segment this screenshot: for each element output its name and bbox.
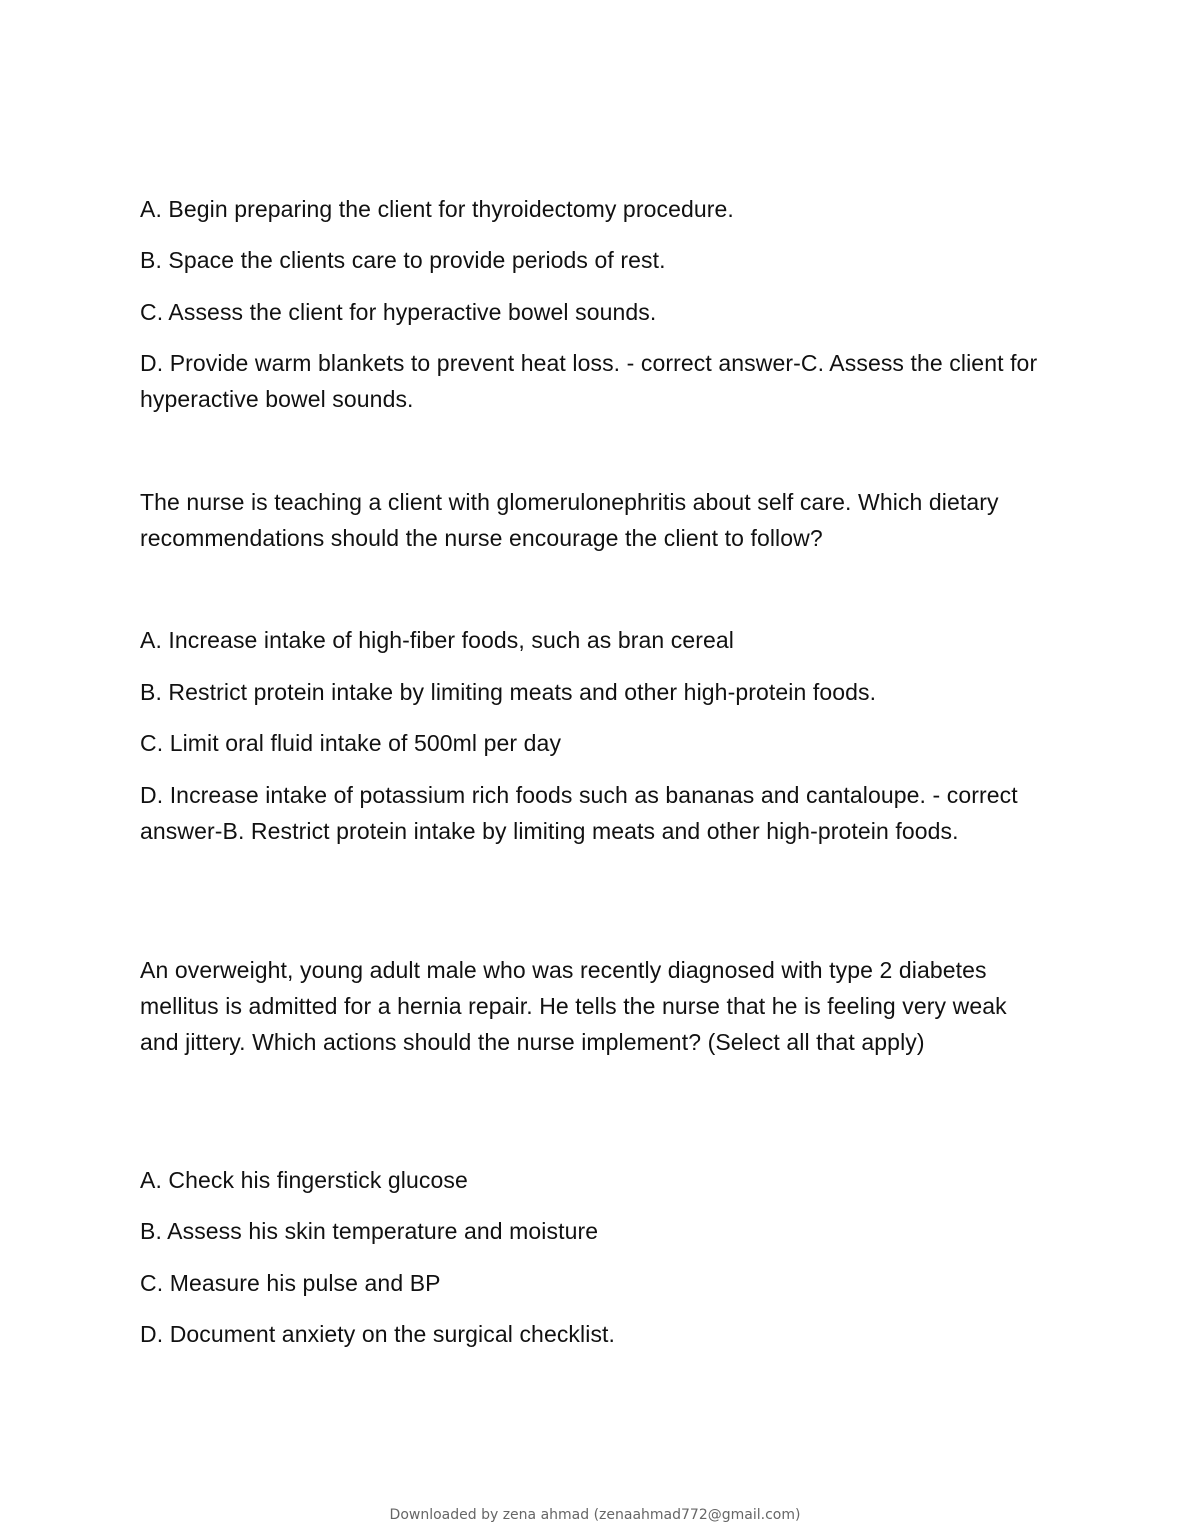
option-d-q3: D. Document anxiety on the surgical checklist.	[140, 1321, 616, 1347]
option-c-q3: C. Measure his pulse and BP	[140, 1270, 441, 1296]
option-d-q2-with-answer: D. Increase intake of potassium rich foods such as bananas and cantaloupe. - correct answer-B. Restrict protein intake by limiting meats and other high-protein foods.	[140, 782, 1018, 844]
option-b-q1: B. Space the clients care to provide periods of rest.	[140, 247, 666, 273]
option-c-q1: C. Assess the client for hyperactive bowel sounds.	[140, 299, 657, 325]
option-b-q3: B. Assess his skin temperature and moisture	[140, 1218, 599, 1244]
question-2-text: The nurse is teaching a client with glomerulonephritis about self care. Which dietary recommendations should the nurse encourage the client to follow?	[140, 489, 999, 551]
option-a-q1: A. Begin preparing the client for thyroidectomy procedure.	[140, 196, 734, 222]
option-b-q2: B. Restrict protein intake by limiting meats and other high-protein foods.	[140, 679, 877, 705]
option-a-q2: A. Increase intake of high-fiber foods, such as bran cereal	[140, 627, 735, 653]
option-c-q2: C. Limit oral fluid intake of 500ml per day	[140, 730, 562, 756]
option-d-q1-with-answer: D. Provide warm blankets to prevent heat loss. - correct answer-C. Assess the client for hyperactive bowel sounds.	[140, 350, 1038, 412]
question-3-text: An overweight, young adult male who was recently diagnosed with type 2 diabetes mellitus is admitted for a hernia repair. He tells the nurse that he is feeling very weak and jittery. Which actions should the nurse implement? (Select all that apply)	[140, 957, 1007, 1055]
download-footer: Downloaded by zena ahmad (zenaahmad772@gmail.com)	[389, 1507, 801, 1523]
option-a-q3: A. Check his fingerstick glucose	[140, 1167, 468, 1193]
